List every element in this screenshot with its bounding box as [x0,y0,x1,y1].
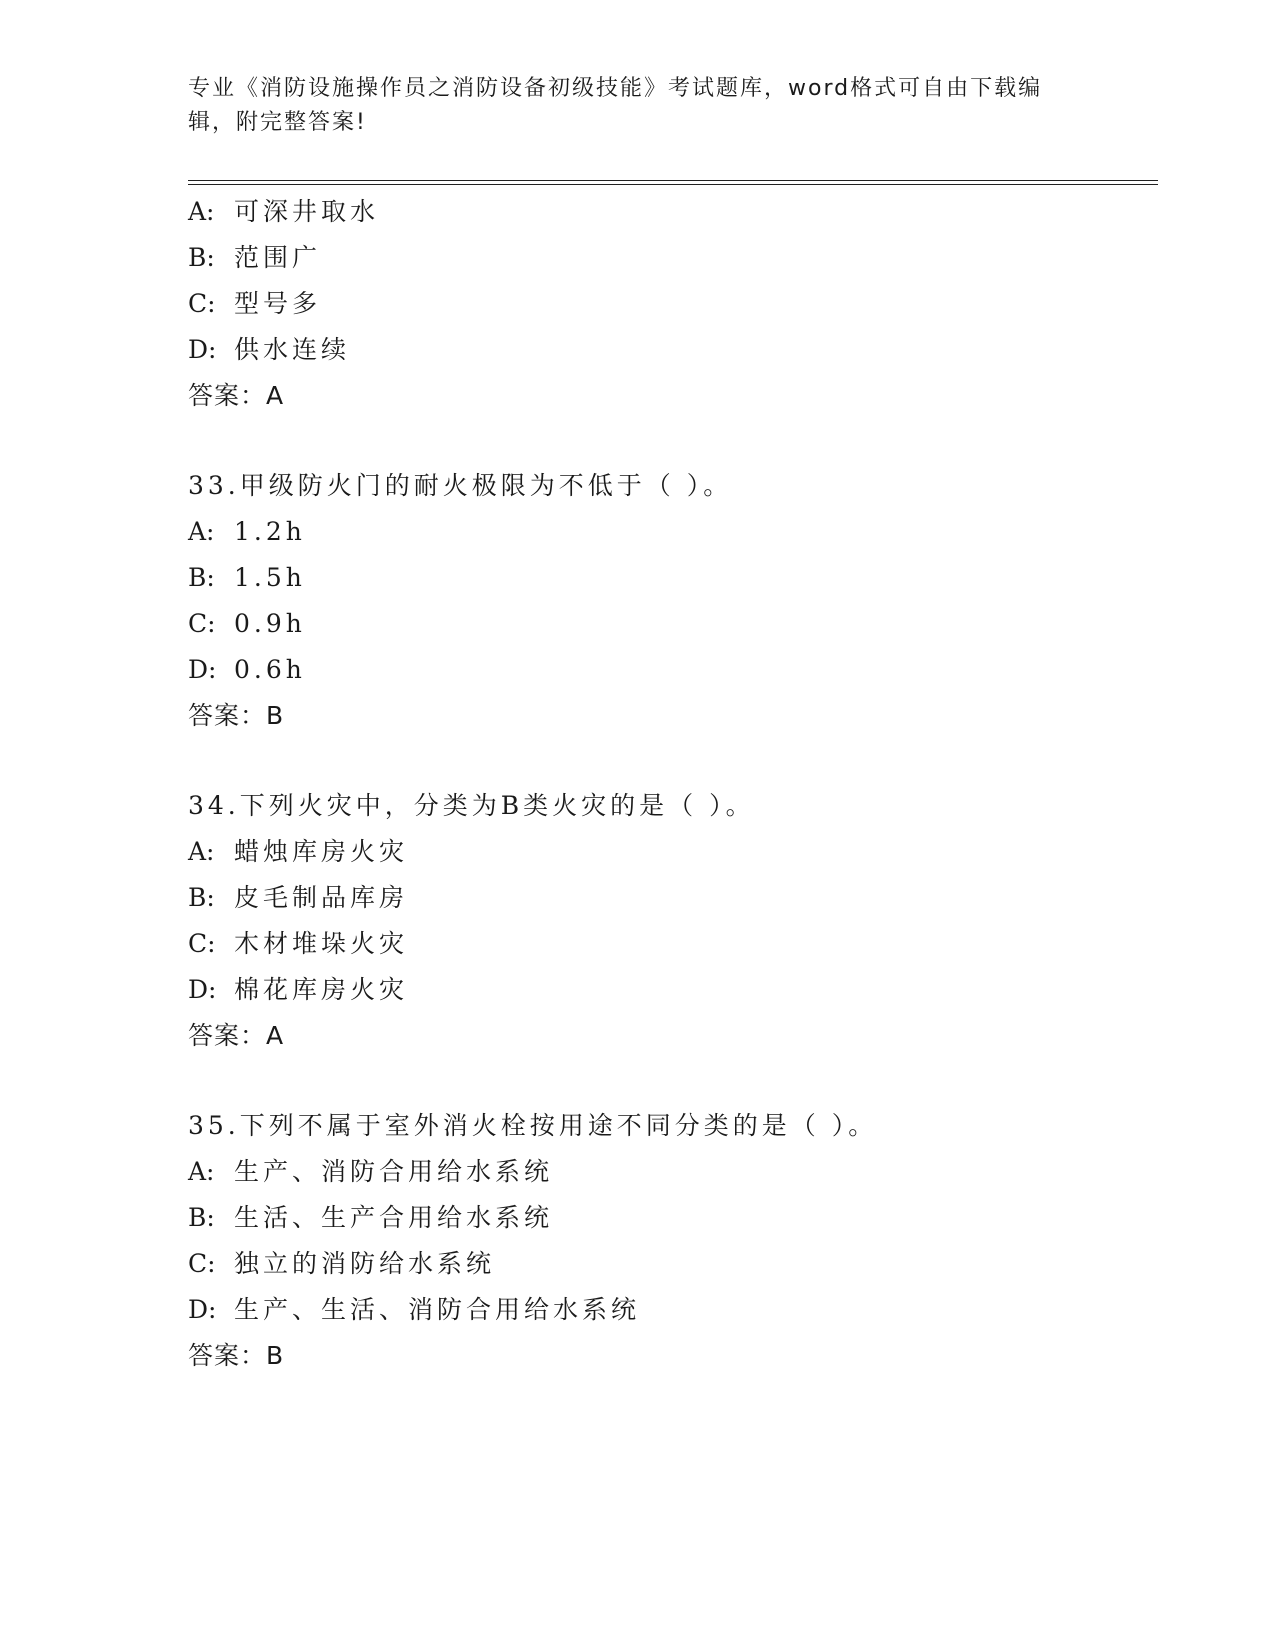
option-b: B: 生活、生产合用给水系统 [188,1203,554,1232]
question-block [188,783,1148,1059]
option-a: A: 生产、消防合用给水系统 [188,1157,554,1186]
question-block [188,189,1148,419]
option-a: A: 1.2h [188,517,306,546]
document-header [188,72,1088,140]
spacer [188,739,1148,783]
header-text: 专业《消防设施操作员之消防设备初级技能》考试题库，word格式可自由下载编辑，附完整答案! [188,76,1043,135]
option-c: C: 独立的消防给水系统 [188,1249,496,1278]
question-block [188,1103,1148,1379]
option-d: D: 棉花库房火灾 [188,975,409,1004]
answer-line: 答案：B [188,701,285,730]
header-rule-bottom [188,184,1158,185]
option-d: D: 0.6h [188,655,306,684]
option-a: A: 可深井取水 [188,197,380,226]
option-d: D: 供水连续 [188,335,351,364]
option-b: B: 1.5h [188,563,306,592]
question-block [188,463,1148,739]
option-a: A: 蜡烛库房火灾 [188,837,409,866]
option-b: B: 范围广 [188,243,322,272]
question-list [188,189,1148,1379]
header-rule-top [188,180,1158,181]
spacer [188,419,1148,463]
option-c: C: 型号多 [188,289,322,318]
option-b: B: 皮毛制品库房 [188,883,409,912]
answer-line: 答案：A [188,381,285,410]
option-c: C: 0.9h [188,609,306,638]
answer-line: 答案：B [188,1341,285,1370]
question-text: 34.下列火灾中，分类为B类火灾的是（ ）。 [188,791,755,820]
question-text: 35.下列不属于室外消火栓按用途不同分类的是（ ）。 [188,1111,878,1140]
question-text: 33.甲级防火门的耐火极限为不低于（ ）。 [188,471,733,500]
answer-line: 答案：A [188,1021,285,1050]
option-c: C: 木材堆垛火灾 [188,929,409,958]
spacer [188,1059,1148,1103]
option-d: D: 生产、生活、消防合用给水系统 [188,1295,641,1324]
